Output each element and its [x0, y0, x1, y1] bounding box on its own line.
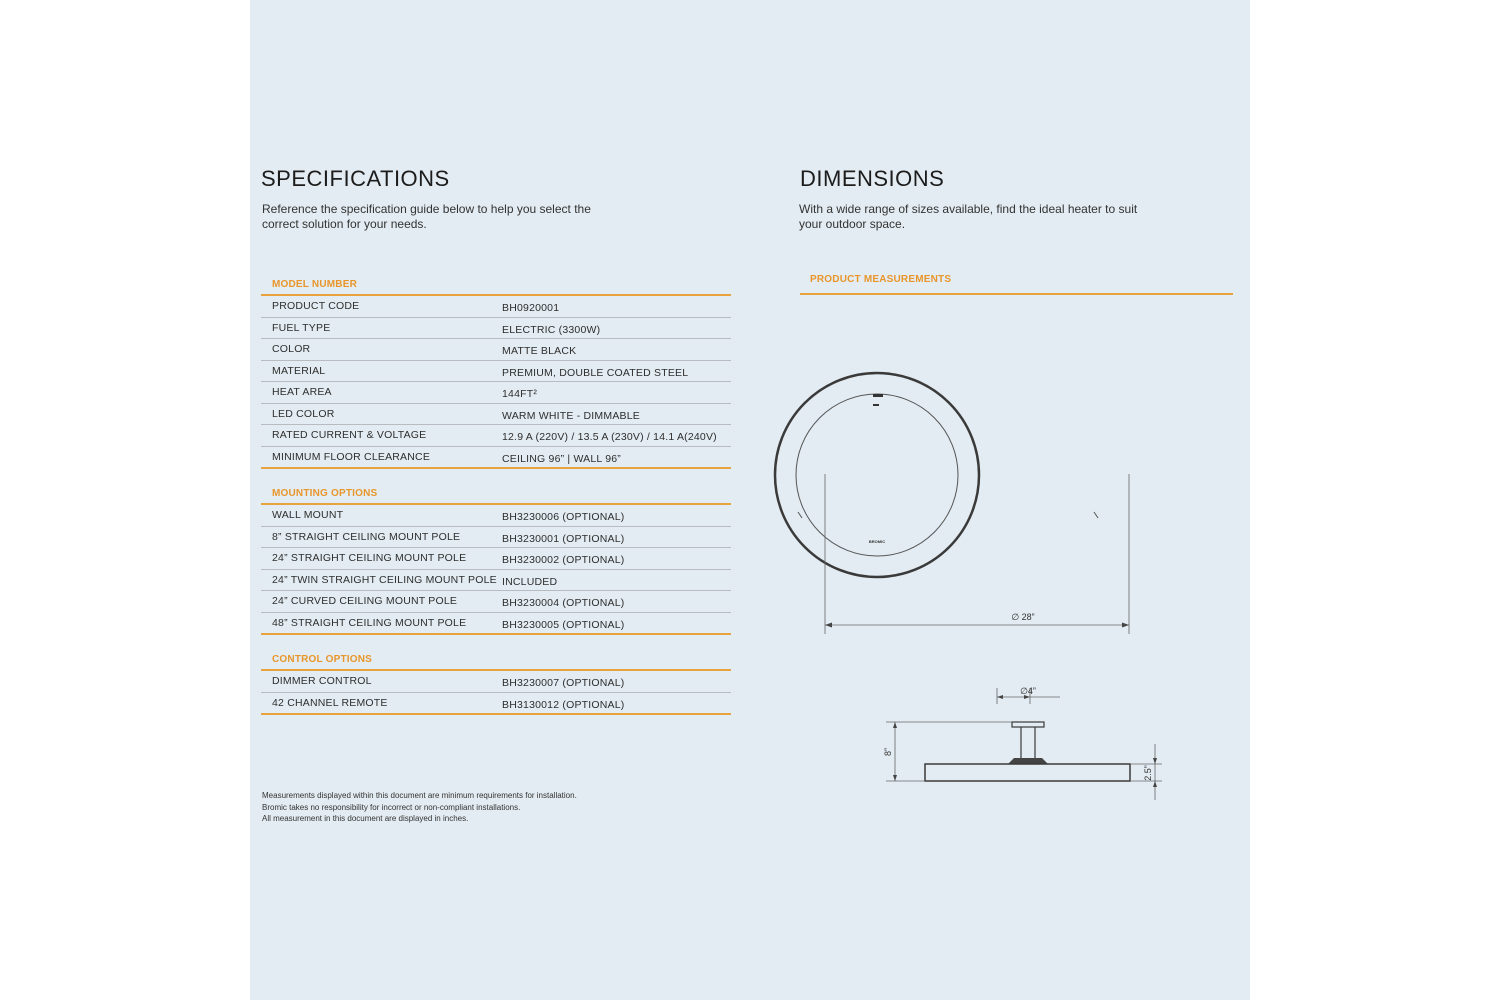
row-label: 48” STRAIGHT CEILING MOUNT POLE: [272, 616, 467, 629]
heater-outer-ring: [775, 373, 979, 577]
footnote-line: Measurements displayed within this document are minimum requirements for installation.: [262, 791, 577, 800]
diameter-label: ∅ 28”: [1011, 612, 1035, 622]
row-value: BH3130012 (OPTIONAL): [502, 698, 625, 711]
footnote-line: All measurement in this document are displayed in inches.: [262, 814, 469, 823]
row-value: 144FT²: [502, 388, 538, 400]
row-value: MATTE BLACK: [502, 345, 577, 357]
row-label: LED COLOR: [272, 407, 335, 420]
heater-clip-icon: [1094, 512, 1098, 518]
row-value: BH3230007 (OPTIONAL): [502, 677, 625, 689]
row-value: INCLUDED: [502, 575, 558, 588]
row-label: 24” STRAIGHT CEILING MOUNT POLE: [272, 552, 467, 564]
pole-mount-base: [1008, 758, 1048, 764]
pole-diameter-label: ∅4”: [1020, 686, 1036, 696]
specifications-heading: SPECIFICATIONS: [261, 166, 450, 191]
row-label: HEAT AREA: [272, 386, 332, 398]
dimensions-intro-line: With a wide range of sizes available, find the ideal heater to suit: [799, 202, 1138, 216]
heater-inner-ring: [796, 394, 958, 556]
row-label: 8” STRAIGHT CEILING MOUNT POLE: [272, 530, 461, 543]
row-value: PREMIUM, DOUBLE COATED STEEL: [502, 366, 689, 379]
heater-top-bracket-icon: [873, 394, 883, 397]
section-title-control-options: CONTROL OPTIONS: [261, 653, 731, 671]
row-value: BH0920001: [502, 302, 560, 314]
row-label: PRODUCT CODE: [272, 300, 360, 312]
spec-sheet: [250, 0, 1250, 1000]
heater-body-side-view: [925, 764, 1130, 781]
row-value: WARM WHITE - DIMMABLE: [502, 409, 640, 422]
section-title-model-number: MODEL NUMBER: [261, 278, 731, 296]
row-label: RATED CURRENT & VOLTAGE: [272, 429, 427, 441]
row-value: CEILING 96” | WALL 96”: [502, 452, 621, 465]
row-label: 42 CHANNEL REMOTE: [272, 696, 388, 709]
row-value: BH3230005 (OPTIONAL): [502, 618, 625, 631]
row-label: FUEL TYPE: [272, 321, 331, 334]
row-value: BH3230001 (OPTIONAL): [502, 532, 625, 545]
specifications-intro-line: correct solution for your needs.: [262, 217, 427, 231]
dimensions-intro-line: your outdoor space.: [799, 217, 906, 231]
thickness-label: 2.5”: [1143, 765, 1153, 781]
height-label: 8”: [883, 747, 893, 757]
row-label: 24” TWIN STRAIGHT CEILING MOUNT POLE: [272, 573, 497, 586]
ceiling-plate: [1012, 722, 1044, 727]
heater-led-icon: [873, 404, 879, 406]
row-value: 12.9 A (220V) / 13.5 A (230V) / 14.1 A(240V): [502, 431, 717, 443]
row-label: COLOR: [272, 343, 311, 355]
heater-clip-icon: [798, 512, 802, 518]
row-value: ELECTRIC (3300W): [502, 323, 601, 336]
row-label: 24” CURVED CEILING MOUNT POLE: [272, 595, 458, 607]
dimension-drawing: [250, 0, 1250, 1000]
heater-brand-mark: BROMIC: [868, 539, 886, 544]
row-value: BH3230002 (OPTIONAL): [502, 554, 625, 566]
row-label: WALL MOUNT: [272, 509, 344, 521]
row-label: MINIMUM FLOOR CLEARANCE: [272, 450, 431, 463]
specifications-intro-line: Reference the specification guide below to help you select the: [262, 202, 591, 216]
section-title-mounting-options: MOUNTING OPTIONS: [261, 487, 731, 505]
footnote-line: Bromic takes no responsibility for incorrect or non-compliant installations.: [262, 802, 521, 812]
row-label: MATERIAL: [272, 364, 326, 377]
product-measurements-title: PRODUCT MEASUREMENTS: [810, 274, 952, 285]
row-value: BH3230006 (OPTIONAL): [502, 511, 625, 523]
row-label: DIMMER CONTROL: [272, 675, 372, 687]
dimensions-heading: DIMENSIONS: [800, 166, 945, 191]
row-value: BH3230004 (OPTIONAL): [502, 597, 625, 609]
